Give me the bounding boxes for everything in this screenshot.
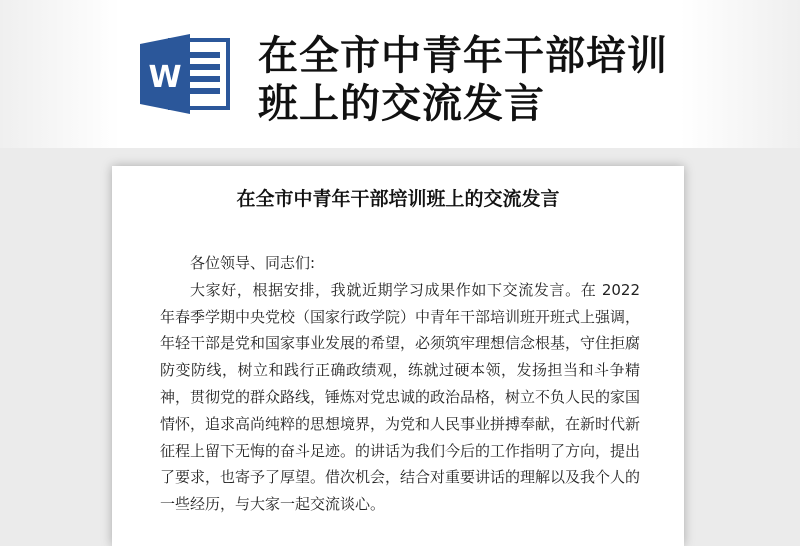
body-paragraph: 大家好，根据安排，我就近期学习成果作如下交流发言。在 2022 年春季学期中央党校（国家行政学院）中青年干部培训班开班式上强调，年轻干部是党和国家事业发展的希望，必须筑牢理想信念根基，守住拒腐防变防线，树立和践行正确政绩观，练就过硬本领，发扬担当和斗争精神，贯彻党的群众路线，锤炼对党忠诚的政治品格，树立不负人民的家国情怀，追求高尚纯粹的思想境界，为党和人民事业拼搏奉献，在新时代新征程上留下无悔的奋斗足迹。的讲话为我们今后的工作指明了方向，提出了要求，也寄予了厚望。借次机会，结合对重要讲话的理解以及我个人的一些经历，与大家一起交流谈心。 <box>160 280 641 514</box>
document-title: 在全市中青年干部培训班上的交流发言 <box>236 188 560 210</box>
salutation: 各位领导、同志们: <box>190 254 316 272</box>
banner-fade-left <box>0 0 120 148</box>
banner-fade-right <box>680 0 800 148</box>
word-icon <box>140 32 232 116</box>
header-title: 在全市中青年干部培训班上的交流发言 <box>258 33 668 127</box>
svg-text:W: W <box>148 60 182 95</box>
document-page <box>112 166 684 546</box>
document-body <box>160 250 640 518</box>
header-banner <box>0 0 800 148</box>
